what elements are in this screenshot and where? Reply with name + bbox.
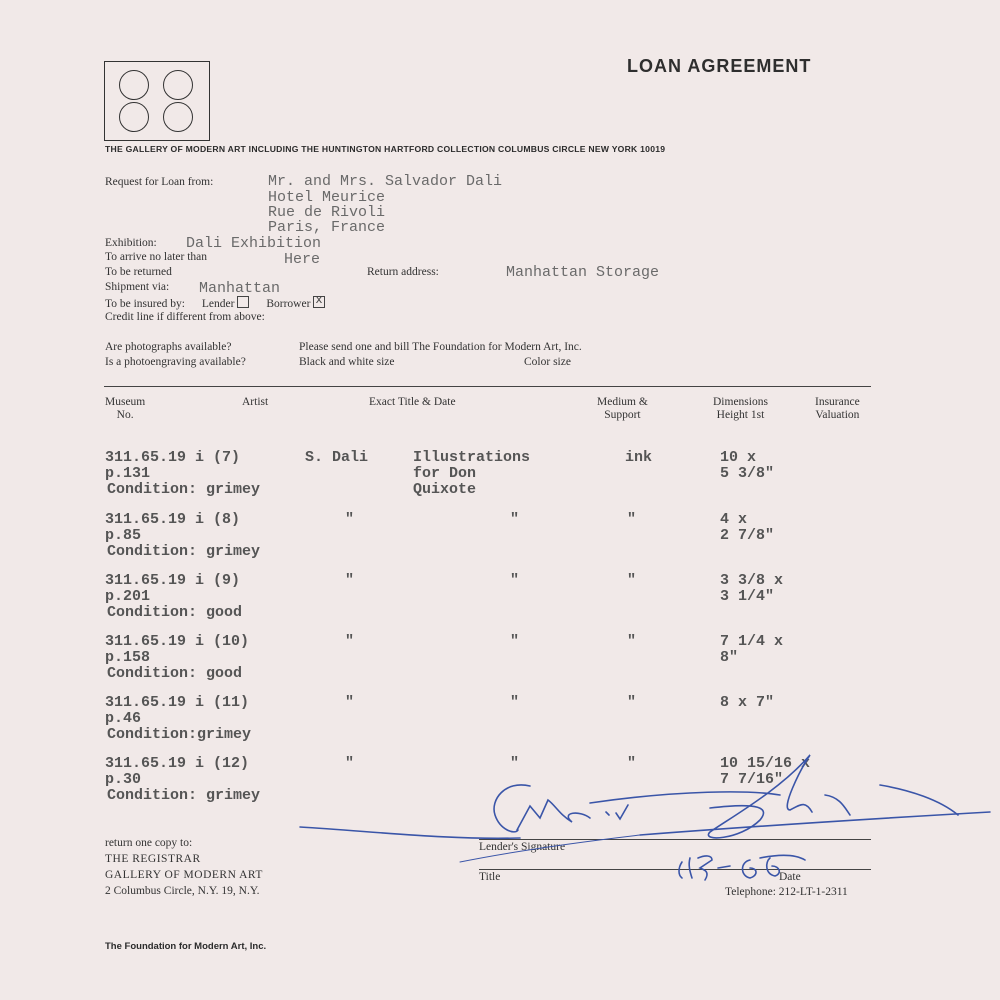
medium: " — [627, 572, 637, 589]
photos-note: Please send one and bill The Foundation for Modern Art, Inc. — [299, 341, 582, 353]
title-line: " — [510, 511, 520, 528]
page-number: p.85 — [105, 527, 142, 544]
date-label: Date — [779, 871, 801, 883]
gallery-address: 2 Columbus Circle, N.Y. 19, N.Y. — [105, 885, 260, 897]
dimensions: 2 7/8" — [720, 527, 775, 544]
lender-address-1: Hotel Meurice — [268, 189, 386, 206]
returned-label: To be returned — [105, 266, 172, 278]
condition: Condition: grimey — [107, 543, 261, 560]
dimensions: 10 x — [720, 449, 757, 466]
title-line: Illustrations — [413, 449, 531, 466]
header-insurance: Insurance Valuation — [815, 396, 860, 421]
dimensions: 7 7/16" — [720, 771, 784, 788]
photoengraving-label: Is a photoengraving available? — [105, 356, 246, 368]
title-line: Quixote — [413, 481, 477, 498]
dimensions: 8 x 7" — [720, 694, 775, 711]
artist: " — [345, 633, 355, 650]
lender-address-3: Paris, France — [268, 219, 386, 236]
page-number: p.30 — [105, 771, 142, 788]
dimensions: 8" — [720, 649, 739, 666]
header-title: Exact Title & Date — [369, 396, 456, 408]
signature-label: Lender's Signature — [479, 841, 566, 853]
museum-number: 311.65.19 i (8) — [105, 511, 241, 528]
insured-label: To be insured by: — [105, 298, 186, 310]
page-number: p.158 — [105, 649, 151, 666]
page-number: p.201 — [105, 588, 151, 605]
title-label: Title — [479, 871, 501, 883]
dimensions: 7 1/4 x — [720, 633, 784, 650]
medium: " — [627, 755, 637, 772]
museum-number: 311.65.19 i (12) — [105, 755, 250, 772]
borrower-checkbox[interactable]: x — [313, 296, 325, 308]
condition: Condition: good — [107, 665, 243, 682]
shipment-value: Manhattan — [199, 280, 281, 297]
header-dimensions: Dimensions Height 1st — [713, 396, 768, 421]
return-address-value: Manhattan Storage — [506, 264, 660, 281]
dimensions: 10 15/16 x — [720, 755, 811, 772]
lender-address-2: Rue de Rivoli — [268, 204, 386, 221]
header-museum-no: Museum No. — [105, 396, 146, 421]
request-label: Request for Loan from: — [105, 176, 214, 188]
condition: Condition: grimey — [107, 787, 261, 804]
return-address-label: Return address: — [367, 266, 439, 278]
title-line: " — [510, 633, 520, 650]
document-title: LOAN AGREEMENT — [627, 56, 812, 76]
exhibition-label: Exhibition: — [105, 237, 157, 249]
exhibition-value: Dali Exhibition — [186, 235, 322, 252]
artist: " — [345, 511, 355, 528]
medium: " — [627, 633, 637, 650]
registrar: THE REGISTRAR — [105, 853, 201, 865]
condition: Condition:grimey — [107, 726, 252, 743]
title-line: for Don — [413, 465, 477, 482]
artist: S. Dali — [305, 449, 369, 466]
credit-line-label: Credit line if different from above: — [105, 311, 265, 323]
color-size-label: Color size — [524, 356, 571, 368]
museum-number: 311.65.19 i (11) — [105, 694, 250, 711]
organization-line: THE GALLERY OF MODERN ART INCLUDING THE HUNTINGTON HARTFORD COLLECTION COLUMBUS CIRCLE NEW YORK 10019 — [105, 144, 666, 154]
artist: " — [345, 694, 355, 711]
return-copy-label: return one copy to: — [105, 837, 193, 849]
borrower-label: Borrower — [266, 298, 311, 310]
museum-number: 311.65.19 i (7) — [105, 449, 241, 466]
lender-label: Lender — [201, 298, 235, 310]
medium: " — [627, 694, 637, 711]
page-number: p.131 — [105, 465, 151, 482]
arrive-value: Here — [284, 251, 321, 268]
bw-size-label: Black and white size — [299, 356, 395, 368]
shipment-label: Shipment via: — [105, 281, 170, 293]
title-line: " — [510, 755, 520, 772]
telephone: Telephone: 212-LT-1-2311 — [725, 886, 848, 898]
artist: " — [345, 572, 355, 589]
dimensions: 5 3/8" — [720, 465, 775, 482]
header-medium: Medium & Support — [597, 396, 648, 421]
gallery-name: GALLERY OF MODERN ART — [105, 869, 263, 881]
title-line: " — [510, 694, 520, 711]
medium: ink — [625, 449, 653, 466]
arrive-label: To arrive no later than — [105, 251, 208, 263]
page-number: p.46 — [105, 710, 142, 727]
dimensions: 3 3/8 x — [720, 572, 784, 589]
museum-number: 311.65.19 i (10) — [105, 633, 250, 650]
header-artist: Artist — [242, 396, 269, 408]
title-line: " — [510, 572, 520, 589]
dimensions: 4 x — [720, 511, 748, 528]
condition: Condition: grimey — [107, 481, 261, 498]
lender-name: Mr. and Mrs. Salvador Dali — [268, 173, 503, 190]
dimensions: 3 1/4" — [720, 588, 775, 605]
museum-number: 311.65.19 i (9) — [105, 572, 241, 589]
condition: Condition: good — [107, 604, 243, 621]
foundation-name: The Foundation for Modern Art, Inc. — [105, 941, 267, 952]
photos-label: Are photographs available? — [105, 341, 232, 353]
medium: " — [627, 511, 637, 528]
artist: " — [345, 755, 355, 772]
